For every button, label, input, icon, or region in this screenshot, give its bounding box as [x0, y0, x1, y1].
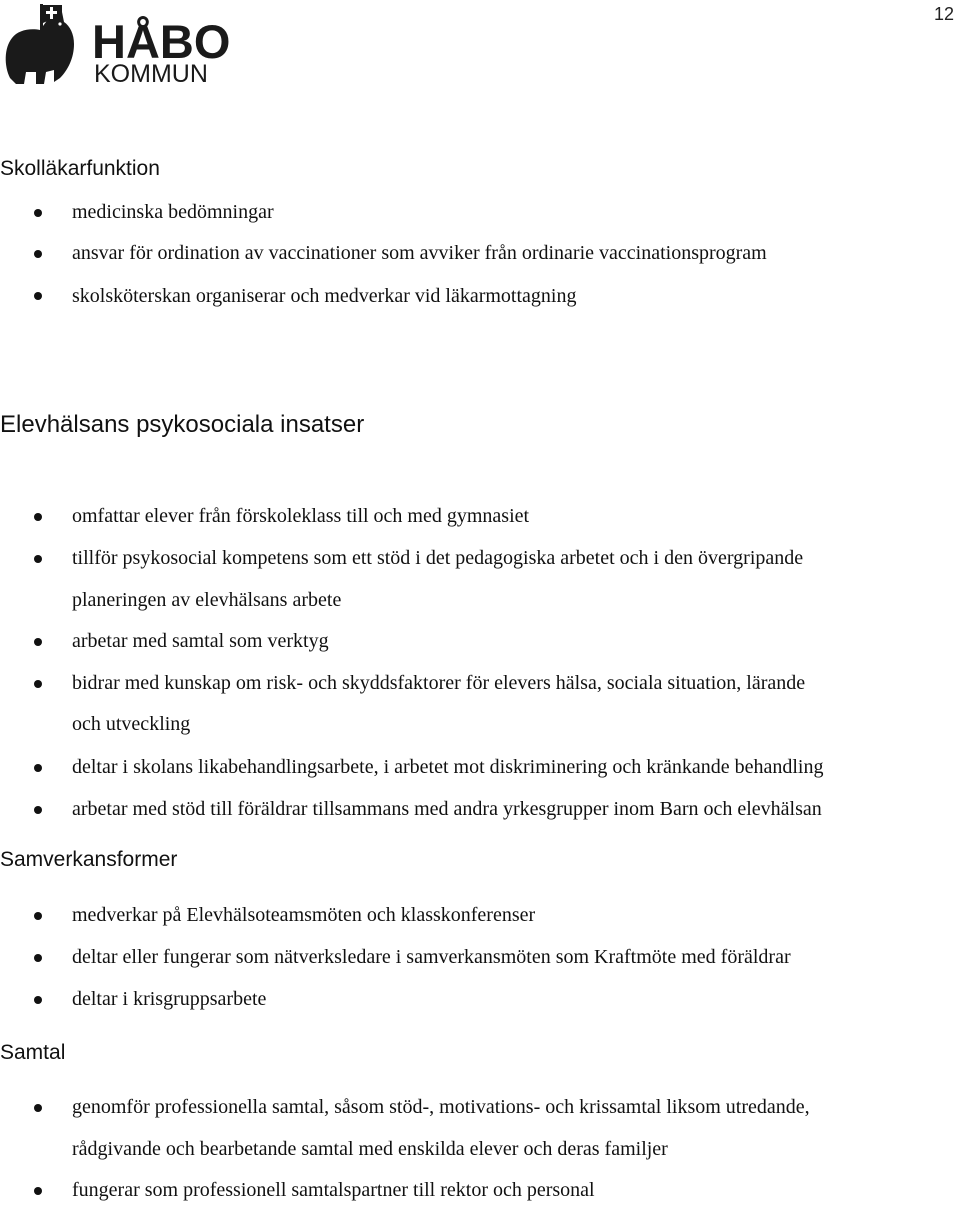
bullet-icon: [34, 1187, 42, 1195]
list-item: deltar eller fungerar som nätverksledare i samverkansmöten som Kraftmöte med föräldrar: [72, 946, 791, 968]
list-item: skolsköterskan organiserar och medverkar vid läkarmottagning: [72, 285, 577, 307]
list-item: deltar i skolans likabehandlingsarbete, i arbetet mot diskriminering och kränkande behandling: [72, 756, 824, 778]
bullet-icon: [34, 1104, 42, 1112]
list-item: deltar i krisgruppsarbete: [72, 988, 267, 1010]
list-item: bidrar med kunskap om risk- och skyddsfaktorer för elevers hälsa, sociala situation, lärande: [72, 672, 806, 694]
list-item: genomför professionella samtal, såsom stöd-, motivations- och krissamtal liksom utredande,: [72, 1096, 810, 1118]
bullet-icon: [34, 996, 42, 1004]
bullet-icon: [34, 250, 42, 258]
bullet-icon: [34, 555, 42, 563]
logo-name-line2: KOMMUN: [94, 60, 208, 88]
bullet-icon: [34, 764, 42, 772]
bullet-icon: [34, 638, 42, 646]
bullet-icon: [34, 680, 42, 688]
section-title-samtal: Samtal: [0, 1041, 66, 1064]
list-item: arbetar med samtal som verktyg: [72, 630, 329, 652]
bullet-icon: [34, 209, 42, 217]
habo-kommun-logo: [0, 0, 230, 92]
bullet-icon: [34, 513, 42, 521]
list-item: omfattar elever från förskoleklass till och med gymnasiet: [72, 505, 530, 527]
section-title-skollakarfunktion: Skolläkarfunktion: [0, 157, 160, 180]
list-item-continuation: planeringen av elevhälsans arbete: [72, 589, 342, 611]
logo-name-line1: HÅBO: [92, 15, 230, 68]
section-title-psykosociala-insatser: Elevhälsans psykosociala insatser: [0, 411, 365, 438]
list-item-continuation: och utveckling: [72, 713, 191, 735]
bullet-icon: [34, 806, 42, 814]
bullet-icon: [34, 912, 42, 920]
list-item: fungerar som professionell samtalspartner till rektor och personal: [72, 1179, 595, 1201]
list-item-continuation: rådgivande och bearbetande samtal med enskilda elever och deras familjer: [72, 1138, 668, 1160]
section-title-samverkansformer: Samverkansformer: [0, 848, 178, 871]
page-number: 12: [933, 4, 954, 24]
lamb-crest-icon: [0, 0, 230, 92]
list-item: arbetar med stöd till föräldrar tillsammans med andra yrkesgrupper inom Barn och elevhälsan: [72, 798, 822, 820]
list-item: medverkar på Elevhälsoteamsmöten och klasskonferenser: [72, 904, 536, 926]
bullet-icon: [34, 954, 42, 962]
list-item: ansvar för ordination av vaccinationer som avviker från ordinarie vaccinationsprogram: [72, 242, 767, 264]
list-item: medicinska bedömningar: [72, 201, 274, 223]
bullet-icon: [34, 292, 42, 300]
list-item: tillför psykosocial kompetens som ett stöd i det pedagogiska arbetet och i den övergripande: [72, 547, 804, 569]
